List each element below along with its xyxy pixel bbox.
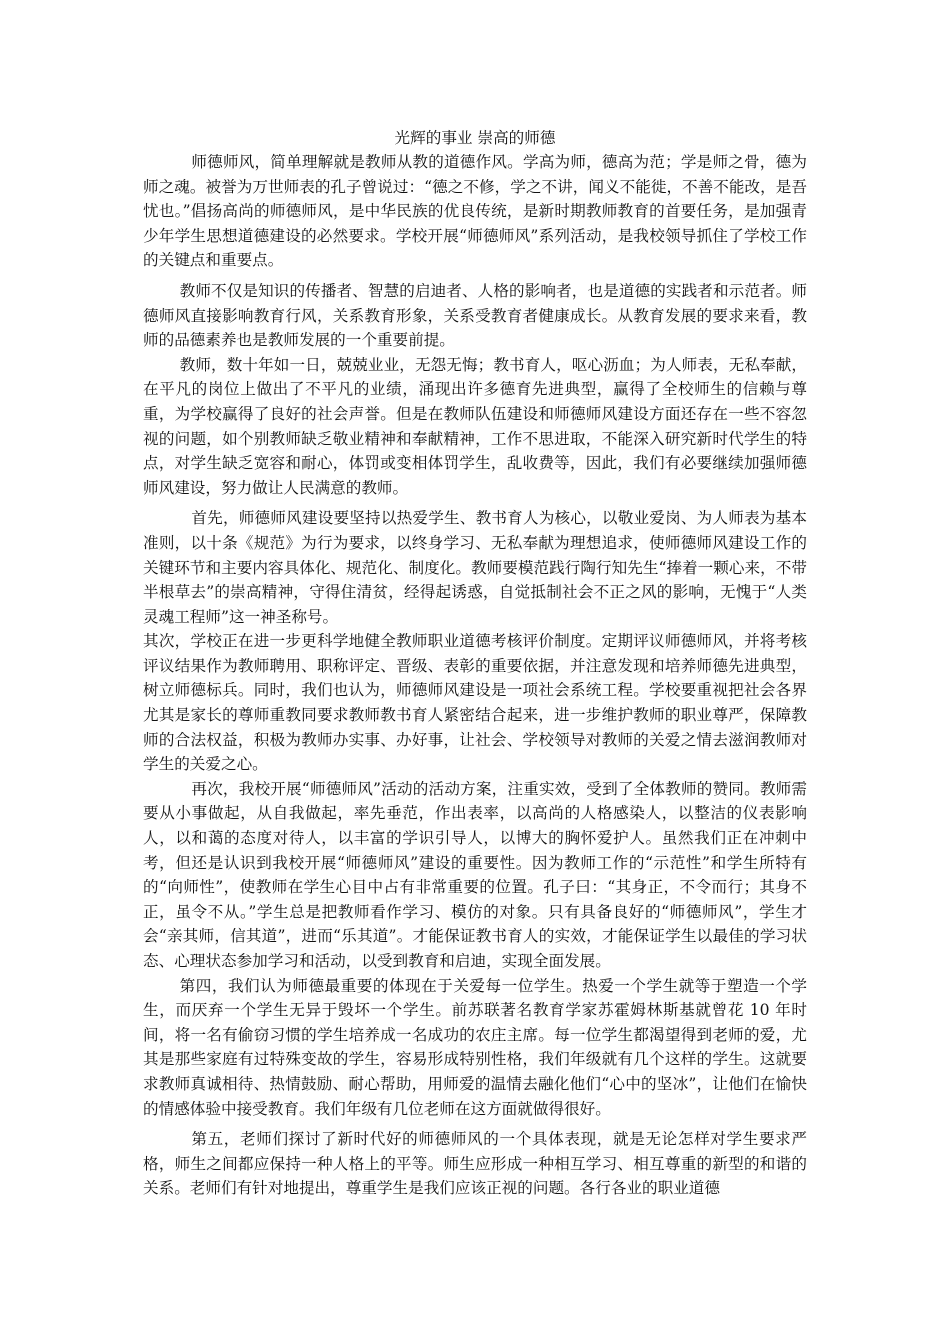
paragraph-third: 再次，我校开展“师德师风”活动的活动方案，注重实效，受到了全体教师的赞同。教师需要从小事做起，从自我做起，率先垂范，作出表率，以高尚的人格感染人，以整洁的仪表影响人，以和蔼的态度对待人，以丰富的学识引导人，以博大的胸怀爱护人。虽然我们正在冲刺中考，但还是认识到我校开展“师德师风”建设的重要性。因为教师工作的“示范性”和学生所特有的“向师性”，使教师在学生心目中占有非常重要的位置。孔子曰：“其身正，不令而行；其身不正，虽令不从。”学生总是把教师看作学习、模仿的对象。只有具备良好的“师德师风”，学生才会“亲其师，信其道”，进而“乐其道”。才能保证教书育人的实效，才能保证学生以最佳的学习状态、心理状态参加学习和活动，以受到教育和启迪，实现全面发展。 <box>143 779 807 970</box>
paragraph-fourth: 第四，我们认为师德最重要的体现在于关爱每一位学生。热爱一个学生就等于塑造一个学生，而厌弃一个学生无异于毁坏一个学生。前苏联著名教育学家苏霍姆林斯基就曾花 10 年时间，将一名有偷窃习惯的学生培养成一名成功的农庄主席。每一位学生都渴望得到老师的爱，尤其是那些家庭有过特殊变故的学生，容易形成特别性格，我们年级就有几个这样的学生。这就要求教师真诚相待、热情鼓励、耐心帮助，用师爱的温情去融化他们“心中的坚冰”，让他们在愉快的情感体验中接受教育。我们年级有几位老师在这方面就做得很好。 <box>143 976 807 1118</box>
paragraph-teacher-role: 教师不仅是知识的传播者、智慧的启迪者、人格的影响者，也是道德的实践者和示范者。师德师风直接影响教育行风，关系教育形象，关系受教育者健康成长。从教育发展的要求来看，教师的品德素养也是教师发展的一个重要前提。 <box>143 281 807 350</box>
paragraph-teacher-dedication: 教师，数十年如一日，兢兢业业，无怨无悔；教书育人，呕心沥血；为人师表，无私奉献，在平凡的岗位上做出了不平凡的业绩，涌现出许多德育先进典型，赢得了全校师生的信赖与尊重，为学校赢得了良好的社会声誉。但是在教师队伍建设和师德师风建设方面还存在一些不容忽视的问题，如个别教师缺乏敬业精神和奉献精神，工作不思进取，不能深入研究新时代学生的特点，对学生缺乏宽容和耐心，体罚或变相体罚学生，乱收费等，因此，我们有必要继续加强师德师风建设，努力做让人民满意的教师。 <box>143 355 807 497</box>
paragraph-second: 其次，学校正在进一步更科学地健全教师职业道德考核评价制度。定期评议师德师风，并将考核评议结果作为教师聘用、职称评定、晋级、表彰的重要依据，并注意发现和培养师德先进典型，树立师德标兵。同时，我们也认为，师德师风建设是一项社会系统工程。学校要重视把社会各界尤其是家长的尊师重教同要求教师教书育人紧密结合起来，进一步维护教师的职业尊严，保障教师的合法权益，积极为教师办实事、办好事，让社会、学校领导对教师的关爱之情去滋润教师对学生的关爱之心。 <box>143 632 807 774</box>
document-page <box>143 126 807 1201</box>
document-title: 光辉的事业 崇高的师德 <box>394 129 556 147</box>
paragraph-fifth: 第五，老师们探讨了新时代好的师德师风的一个具体表现，就是无论怎样对学生要求严格，师生之间都应保持一种人格上的平等。师生应形成一种相互学习、相互尊重的新型的和谐的关系。老师们有针对地提出，尊重学生是我们应该正视的问题。各行各业的职业道德 <box>143 1130 807 1198</box>
paragraph-intro: 师德师风，简单理解就是教师从教的道德作风。学高为师，德高为范；学是师之骨，德为师之魂。被誉为万世师表的孔子曾说过：“德之不修，学之不讲，闻义不能徙，不善不能改，是吾忧也。”倡扬高尚的师德师风，是中华民族的优良传统，是新时期教师教育的首要任务，是加强青少年学生思想道德建设的必然要求。学校开展“师德师风”系列活动，是我校领导抓住了学校工作的关键点和重要点。 <box>143 153 807 270</box>
paragraph-first: 首先，师德师风建设要坚持以热爱学生、教书育人为核心，以敬业爱岗、为人师表为基本准则，以十条《规范》为行为要求，以终身学习、无私奉献为理想追求，使师德师风建设工作的关键环节和主要内容具体化、规范化、制度化。教师要模范践行陶行知先生“捧着一颗心来，不带半根草去”的崇高精神，守得住清贫，经得起诱惑，自觉抵制社会不正之风的影响，无愧于“人类灵魂工程师”这一神圣称号。 <box>143 509 807 626</box>
